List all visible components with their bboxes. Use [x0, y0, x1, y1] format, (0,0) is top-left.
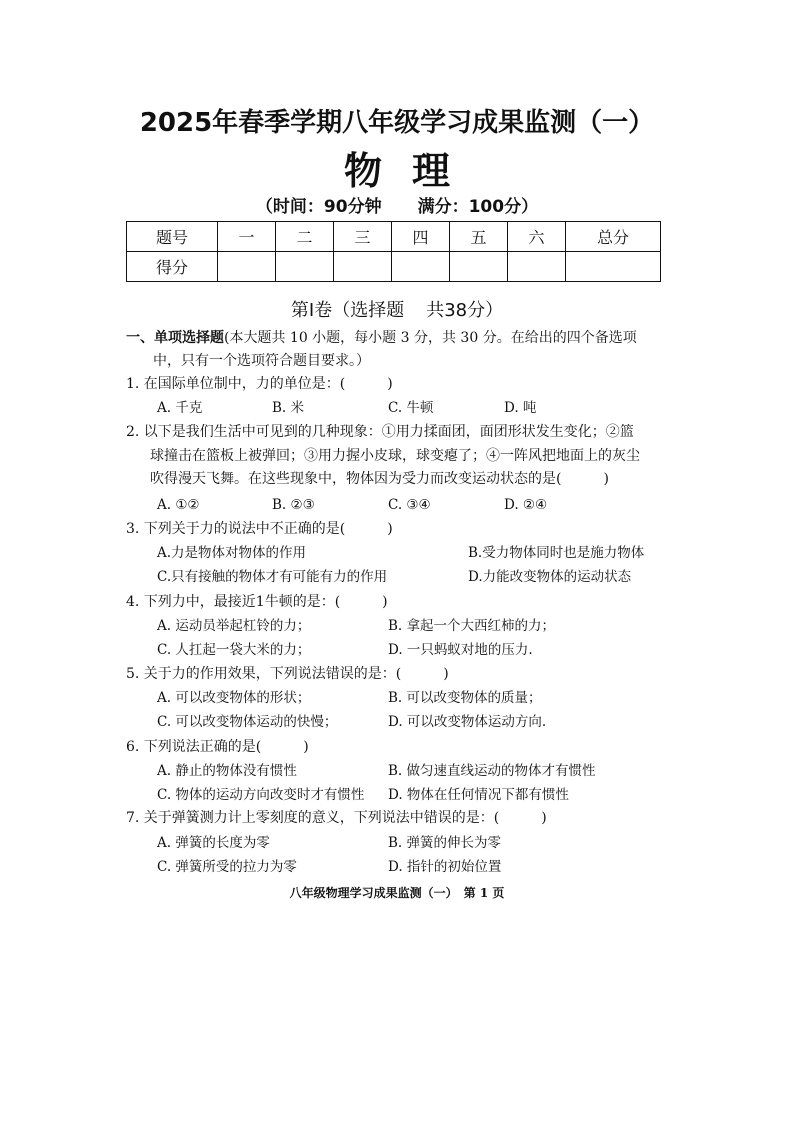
answer-option: A. 弹簧的长度为零: [157, 835, 270, 851]
answer-option: A.力是物体对物体的作用: [157, 545, 307, 561]
answer-option: B. 做匀速直线运动的物体才有惯性: [388, 763, 596, 779]
answer-option: C. 可以改变物体运动的快慢；: [157, 714, 338, 730]
answer-option: C. 人扛起一袋大米的力；: [157, 642, 311, 658]
page-footer: 八年级物理学习成果监测（一） 第 1 页: [289, 886, 505, 900]
answer-option: B. ②③: [272, 497, 315, 513]
score-entry-cell[interactable]: [508, 252, 566, 282]
answer-option: D. 指针的初始位置: [388, 859, 502, 875]
answer-option: B. 米: [272, 400, 305, 416]
score-table-cell: 题号: [127, 222, 218, 252]
score-entry-cell[interactable]: [276, 252, 334, 282]
score-table-cell: 一: [218, 222, 276, 252]
question-stem-continued: 吹得漫天飞舞。在这些现象中，物体因为受力而改变运动状态的是( ): [150, 471, 609, 487]
score-table-cell: 得分: [127, 252, 218, 282]
score-table: [126, 221, 661, 282]
answer-option: C. 物体的运动方向改变时才有惯性: [157, 787, 365, 803]
answer-option: B.受力物体同时也是施力物体: [468, 545, 645, 561]
part-heading-label: 一、单项选择题: [126, 330, 224, 346]
part-heading: [126, 329, 637, 347]
answer-option: C. ③④: [388, 497, 431, 513]
score-entry-cell[interactable]: [392, 252, 450, 282]
answer-option: D. 可以改变物体运动方向.: [388, 714, 547, 730]
section-points: 共38分）: [426, 300, 504, 321]
score-table-cell: 三: [334, 222, 392, 252]
question-stem-continued: 球撞击在篮板上被弹回；③用力握小皮球，球变瘪了；④一阵风把地面上的灰尘: [150, 448, 640, 464]
answer-option: C. 牛顿: [388, 400, 434, 416]
answer-option: D. 一只蚂蚁对地的压力.: [388, 642, 533, 658]
answer-option: A. 运动员举起杠铃的力；: [157, 618, 311, 634]
answer-option: B. 可以改变物体的质量；: [388, 690, 542, 706]
question-stem: 7. 关于弹簧测力计上零刻度的意义，下列说法中错误的是：( ): [126, 810, 547, 826]
question-stem: 5. 关于力的作用效果，下列说法错误的是：( ): [126, 666, 449, 682]
answer-option: C.只有接触的物体才有可能有力的作用: [157, 569, 388, 585]
answer-option: D. 物体在任何情况下都有惯性: [388, 787, 569, 803]
section-name: 第Ⅰ卷（选择题: [290, 300, 405, 321]
score-table-cell: 二: [276, 222, 334, 252]
subject-title: 物理: [343, 149, 480, 193]
question-stem: 6. 下列说法正确的是( ): [126, 739, 309, 755]
full-score: 满分：100分）: [417, 197, 539, 217]
answer-option: D.力能改变物体的运动状态: [468, 569, 632, 585]
score-table-score-row: [127, 252, 661, 282]
score-entry-cell[interactable]: [450, 252, 508, 282]
score-entry-cell[interactable]: [566, 252, 661, 282]
question-stem: 2. 以下是我们生活中可见到的几种现象：①用力揉面团，面团形状发生变化；②篮: [126, 424, 634, 440]
time-limit: （时间：90分钟: [255, 197, 382, 217]
answer-option: D. ②④: [504, 497, 548, 513]
answer-option: B. 弹簧的伸长为零: [388, 835, 502, 851]
part-heading-continued: 中，只有一个选项符合题目要求。）: [153, 353, 370, 369]
score-entry-cell[interactable]: [334, 252, 392, 282]
time-and-score-info: [0, 192, 794, 217]
answer-option: A. 千克: [157, 400, 203, 416]
score-table-cell: 六: [508, 222, 566, 252]
score-table-cell: 总分: [566, 222, 661, 252]
question-stem: 1. 在国际单位制中，力的单位是：( ): [126, 376, 393, 392]
exam-title: 2025年春季学期八年级学习成果监测（一）: [139, 108, 655, 138]
part-heading-text: (本大题共 10 小题，每小题 3 分，共 30 分。在给出的四个备选项: [224, 330, 637, 346]
answer-option: B. 拿起一个大西红柿的力；: [388, 618, 556, 634]
score-table-cell: 四: [392, 222, 450, 252]
answer-option: C. 弹簧所受的拉力为零: [157, 859, 297, 875]
question-stem: 3. 下列关于力的说法中不正确的是( ): [126, 521, 393, 537]
answer-option: A. ①②: [157, 497, 200, 513]
answer-option: A. 可以改变物体的形状；: [157, 690, 311, 706]
score-table-header-row: [127, 222, 661, 252]
section-title: [0, 296, 794, 322]
answer-option: A. 静止的物体没有惯性: [157, 763, 297, 779]
score-entry-cell[interactable]: [218, 252, 276, 282]
question-stem: 4. 下列力中，最接近1牛顿的是：( ): [126, 594, 388, 610]
answer-option: D. 吨: [504, 400, 537, 416]
score-table-cell: 五: [450, 222, 508, 252]
